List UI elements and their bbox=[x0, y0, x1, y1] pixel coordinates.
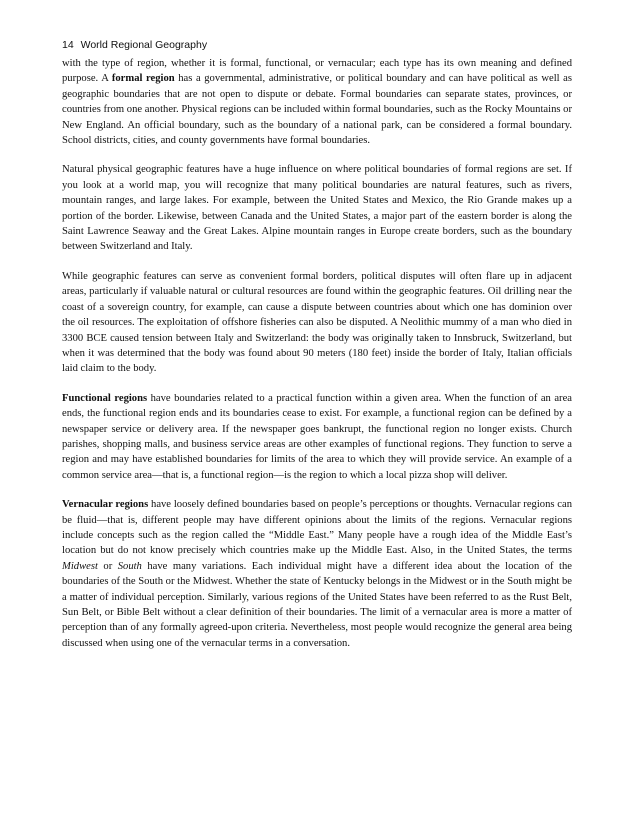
text-run: or bbox=[97, 560, 118, 572]
bold-term: formal region bbox=[111, 73, 175, 85]
text-run: While geographic features can serve as convenient formal borders, political disputes will often flare up in adjacent areas, particularly if valuable natural or cultural resources are found within the geographic features. Oil drilling near the coast of a sovereign country, for example, can cause a dispute between countries about which one has dominion over the oil resources. The exploitation of offshore fisheries can also be disputed. A Neolithic mummy of a man who died in 3300 BCE caused tension between Italy and Switzerland: the body was originally taken to Innsbruck, Switzerland, but when it was determined that the body was found about 90 meters (180 feet) inside the border of Italy, Italian officials laid claim to the body. bbox=[62, 270, 572, 375]
text-run: have boundaries related to a practical function within a given area. When the function of an area ends, the functional region ends and its boundaries cease to exist. For example, a functional region can be defined by a newspaper service or delivery area. If the newspaper goes bankrupt, the functional region no longer exists. Church parishes, shopping malls, and business service areas are other examples of functional regions. They function to serve a region and may have established boundaries for limits of the area to which they will provide service. An example of a common service area—that is, a functional region—is the region to which a local pizza shop will deliver. bbox=[62, 392, 572, 481]
text-run: Natural physical geographic features have a huge influence on where political boundaries of formal regions are set. If you look at a world map, you will recognize that many political boundaries are natural features, such as rivers, mountain ranges, and large lakes. For example, between the United States and Mexico, the Rio Grande makes up a portion of the border. Likewise, between Canada and the United States, a major part of the eastern border is along the Saint Lawrence Seaway and the Great Lakes. Alpine mountain ranges in Europe create borders, such as the boundary between Switzerland and Italy. bbox=[62, 164, 572, 253]
book-title: World Regional Geography bbox=[80, 39, 208, 51]
text-run: have many variations. Each individual might have a different idea about the location of the boundaries of the South or the Midwest. Whether the state of Kentucky belongs in the Midwest or in the South might be a matter of individual perception. Similarly, various regions of the United States have been referred to as the Rust Belt, Sun Belt, or Bible Belt without a clear definition of their boundaries. The limit of a vernacular area is more a matter of perception than of any formally agreed-upon criteria. Nevertheless, most people would recognize the general area being discussed when using one of the vernacular terms in a conversation. bbox=[62, 560, 572, 649]
text-run: have loosely defined boundaries based on people’s perceptions or thoughts. Vernacular regions can be fluid—that is, different people may have different opinions about the limits of the regions. Vernacular regions include concepts such as the region called the “Middle East.” Many people have a rough idea of the Middle East’s location but do not know precisely which countries make up the Middle East. Also, in the United States, the terms bbox=[62, 499, 573, 557]
paragraph-political-disputes bbox=[62, 269, 572, 377]
bold-term: Functional regions bbox=[62, 392, 148, 404]
page-number: 14 bbox=[62, 39, 74, 51]
italic-term: Midwest bbox=[62, 560, 98, 572]
document-page bbox=[62, 38, 572, 665]
paragraph-vernacular-regions bbox=[62, 497, 572, 651]
italic-term: South bbox=[117, 560, 142, 572]
running-header bbox=[62, 38, 572, 52]
body-text bbox=[62, 56, 572, 651]
text-run: with the type of region, whether it is formal, functional, or vernacular; each type has its own meaning and defined purpose. A bbox=[62, 58, 572, 85]
bold-term: Vernacular regions bbox=[62, 499, 149, 511]
paragraph-functional-regions bbox=[62, 391, 572, 483]
paragraph-natural-features bbox=[62, 162, 572, 254]
text-run: has a governmental, administrative, or political boundary and can have political as well as geographic boundaries that are not open to dispute or debate. Formal boundaries can separate states, provinces, or countries from one another. Physical regions can be included within formal boundaries, such as the Rocky Mountains or New England. An official boundary, such as the boundary of a national park, can be considered a formal boundary. School districts, cities, and county governments have formal boundaries. bbox=[62, 73, 572, 147]
paragraph-formal-region-intro bbox=[62, 56, 572, 148]
